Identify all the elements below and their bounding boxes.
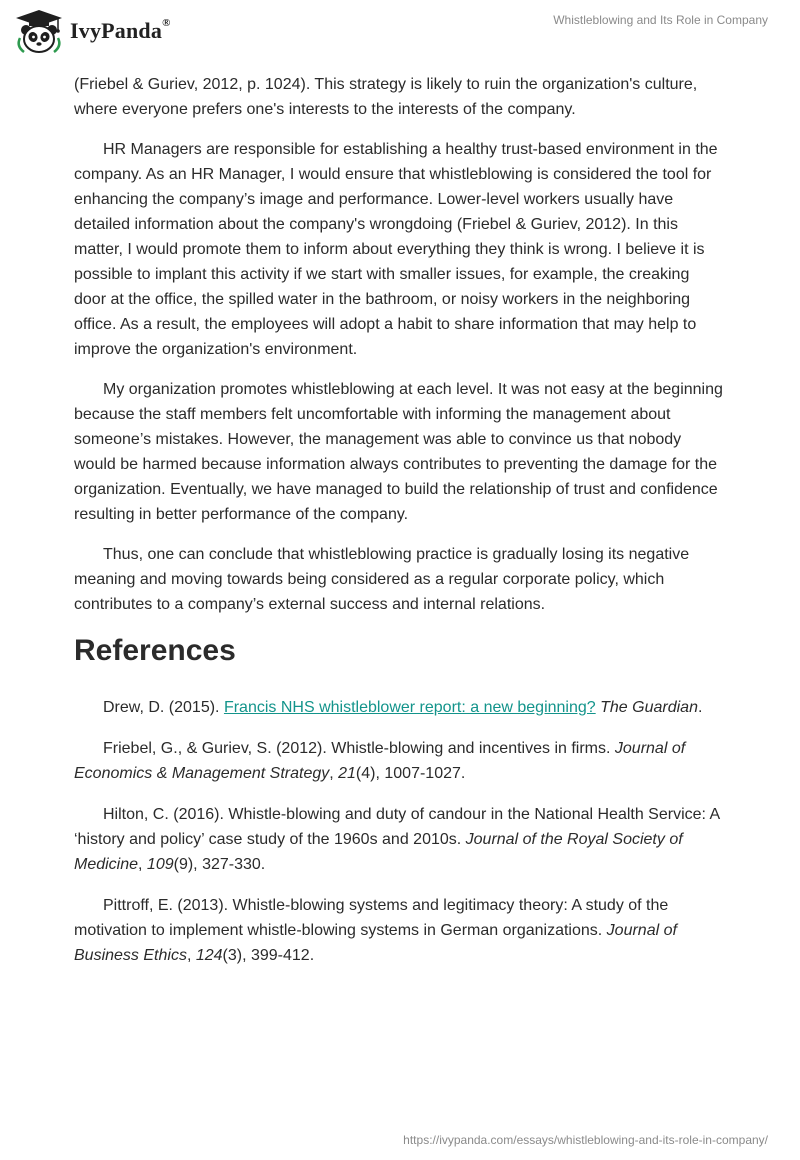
footer-url[interactable]: https://ivypanda.com/essays/whistleblowing-and-its-role-in-company/	[403, 1133, 768, 1147]
references-heading: References	[74, 634, 236, 667]
paragraph: My organization promotes whistleblowing at each level. It was not easy at the beginning because the staff members felt uncomfortable with informing the management about someone’s mistakes. However, the management was able to convince us that nobody would be harmed because information always contributes to preventing the damage for the organization. Eventually, we have managed to build the relationship of trust and confidence resulting in better performance of the company.	[74, 381, 723, 523]
essay-content	[74, 72, 724, 984]
paragraph: (Friebel & Guriev, 2012, p. 1024). This strategy is likely to ruin the organization's culture, where everyone prefers one's interests to the interests of the company.	[74, 76, 698, 118]
ivypanda-logo[interactable]	[14, 8, 171, 54]
page-header	[0, 0, 800, 64]
reference-item: Pittroff, E. (2013). Whistle-blowing systems and legitimacy theory: A study of the motivation to implement whistle-blowing systems in German organizations. Journal of Business Ethics, 124(3), 399-412.	[74, 897, 677, 964]
panda-graduate-icon	[14, 8, 64, 54]
reference-item: Hilton, C. (2016). Whistle-blowing and duty of candour in the National Health Service: A ‘history and policy’ case study of the 1960s and 2010s. Journal of the Royal Society of Medicine, 109(9), 327-330.	[74, 806, 720, 873]
reference-link[interactable]: Francis NHS whistleblower report: a new beginning?	[223, 699, 596, 716]
paragraph: HR Managers are responsible for establishing a healthy trust-based environment in the company. As an HR Manager, I would ensure that whistleblowing is considered the tool for enhancing the company’s image and performance. Lower-level workers usually have detailed information about the company's wrongdoing (Friebel & Guriev, 2012). In this matter, I would promote them to inform about everything they think is wrong. I believe it is possible to implant this activity if we start with smaller issues, for example, the creaking door at the office, the spilled water in the bathroom, or noisy workers in the neighboring office. As a result, the employees will adopt a habit to share information that may help to improve the organization's environment.	[74, 141, 718, 358]
reference-item: Friebel, G., & Guriev, S. (2012). Whistle-blowing and incentives in firms. Journal of Economics & Management Strategy, 21(4), 1007-1027.	[74, 740, 686, 782]
paragraph: Thus, one can conclude that whistleblowing practice is gradually losing its negative meaning and moving towards being considered as a regular corporate policy, which contributes to a company’s external success and internal relations.	[74, 546, 690, 613]
document-title: Whistleblowing and Its Role in Company	[553, 13, 768, 27]
reference-item: Drew, D. (2015). Francis NHS whistleblower report: a new beginning? The Guardian.	[103, 699, 703, 716]
brand-name: IvyPanda®	[70, 16, 171, 43]
